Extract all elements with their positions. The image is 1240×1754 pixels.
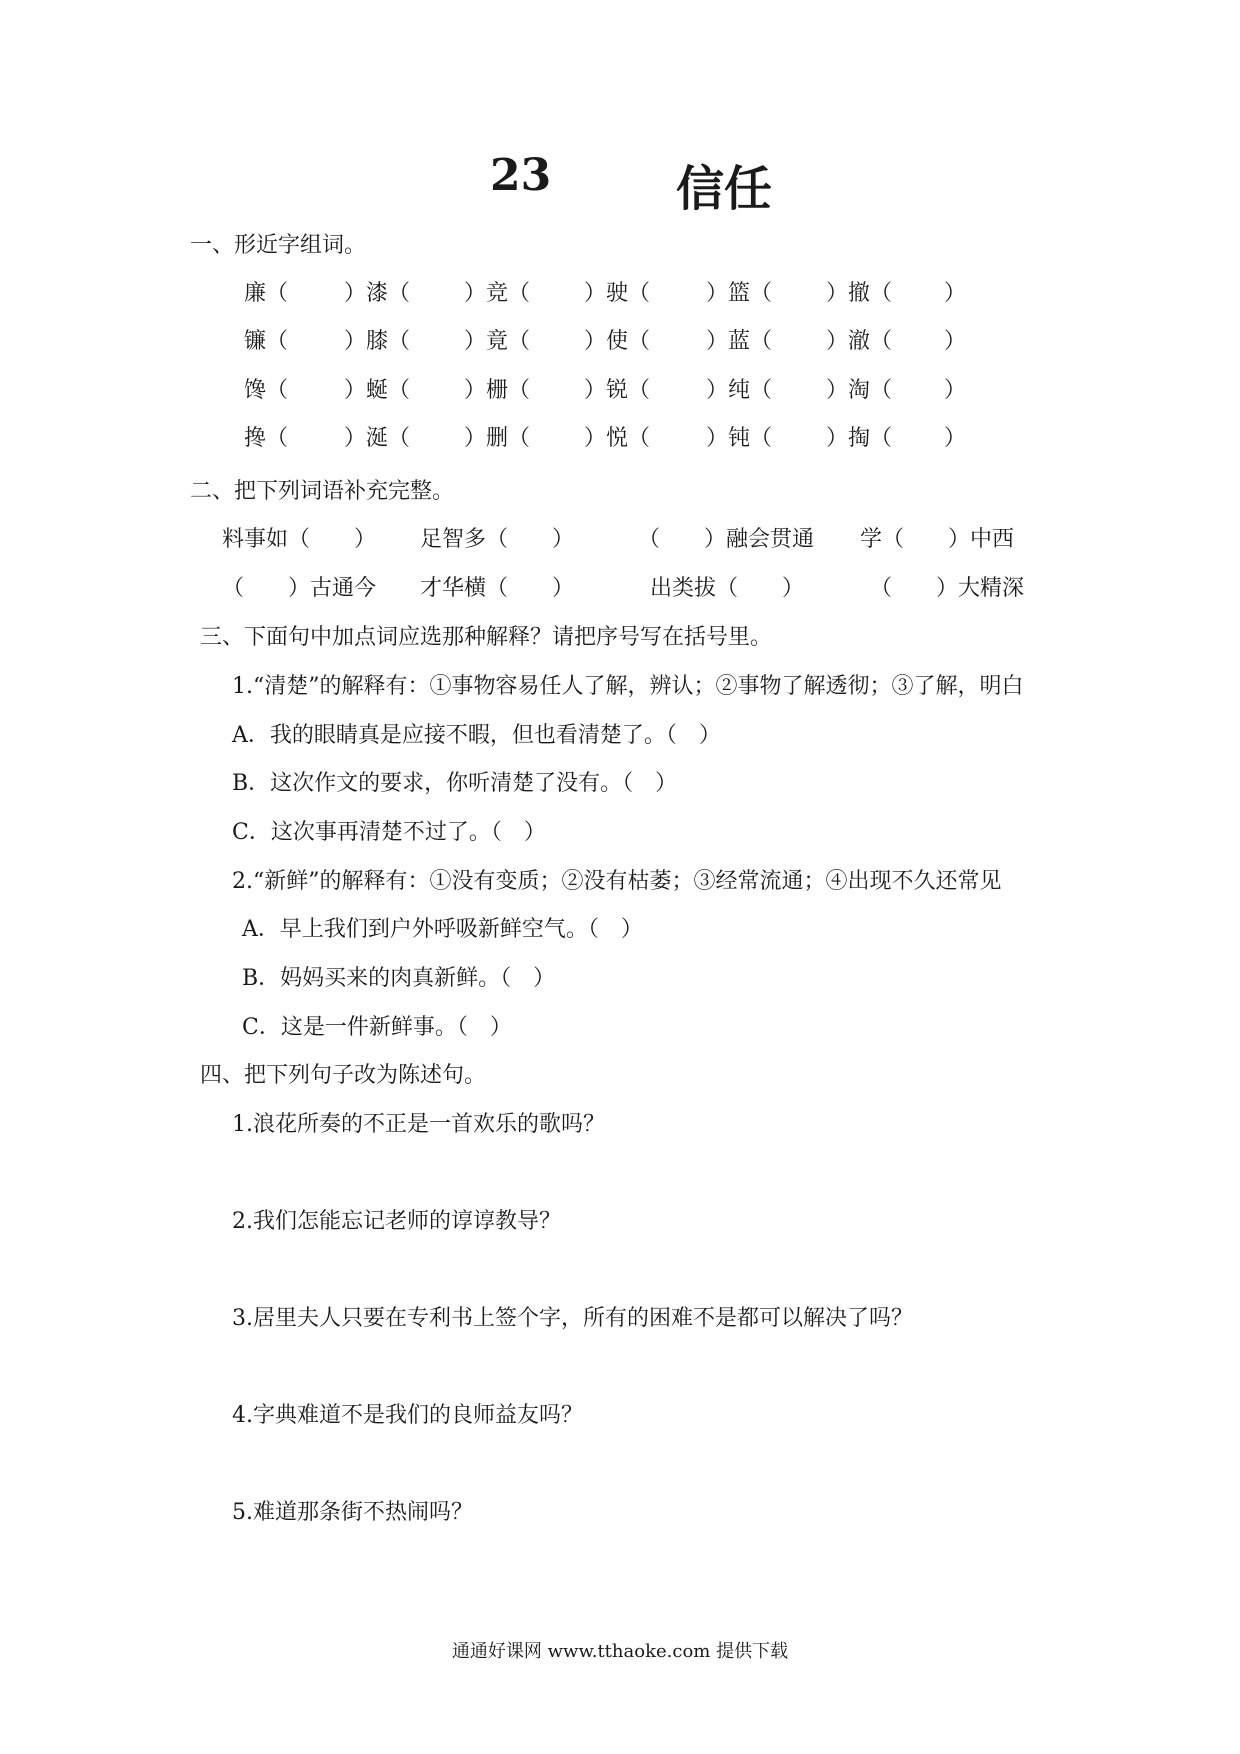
grid-cell: ）删（ — [464, 426, 531, 451]
grid-cell: ）撤（ — [826, 281, 893, 306]
rewrite-sentence: 1.浪花所奏的不正是一首欢乐的歌吗？ — [232, 1112, 605, 1137]
section-2-heading: 二、把下列词语补充完整。 — [190, 479, 455, 504]
grid-cell: ）膝（ — [344, 329, 411, 354]
question-2-option: C．这是一件新鲜事。（ ） — [242, 1015, 512, 1040]
grid-cell: ）漆（ — [344, 281, 411, 306]
grid-cell: ）驶（ — [584, 281, 651, 306]
lesson-number: 23 — [490, 150, 552, 201]
grid-cell: ）涎（ — [344, 426, 411, 451]
grid-cell: ）澈（ — [826, 329, 893, 354]
question-2: 2.“新鲜”的解释有：①没有变质；②没有枯萎；③经常流通；④出现不久还常见 — [232, 869, 1002, 894]
grid-cell: ）竟（ — [464, 329, 531, 354]
section-1-heading: 一、形近字组词。 — [190, 233, 367, 258]
grid-cell: ） — [944, 426, 967, 451]
idiom-item: 足智多（ ） — [420, 527, 575, 552]
grid-cell: ）纯（ — [706, 378, 773, 403]
idiom-item: 料事如（ ） — [222, 527, 377, 552]
grid-cell: 镰（ — [244, 329, 289, 354]
idiom-item: 出类拔（ ） — [650, 576, 805, 601]
rewrite-sentence: 4.字典难道不是我们的良师益友吗？ — [232, 1403, 583, 1428]
idiom-item: （ ）大精深 — [870, 576, 1025, 601]
question-1: 1.“清楚”的解释有：①事物容易任人了解，辨认；②事物了解透彻；③了解，明白 — [232, 674, 1024, 699]
grid-cell: ）钝（ — [706, 426, 773, 451]
idiom-item: （ ）古通今 — [222, 576, 377, 601]
grid-cell: ）悦（ — [584, 426, 651, 451]
grid-cell: 搀（ — [244, 426, 289, 451]
rewrite-sentence: 5.难道那条街不热闹吗？ — [232, 1500, 473, 1525]
question-1-option: A．我的眼睛真是应接不暇，但也看清楚了。（ ） — [232, 723, 721, 748]
grid-cell: ）使（ — [584, 329, 651, 354]
idiom-item: （ ）融会贯通 — [638, 527, 815, 552]
grid-cell: ） — [944, 281, 967, 306]
idiom-item: 学（ ）中西 — [860, 527, 1015, 552]
section-3-heading: 三、下面句中加点词应选那种解释？请把序号写在括号里。 — [200, 625, 773, 650]
grid-cell: 廉（ — [244, 281, 289, 306]
grid-cell: ） — [944, 378, 967, 403]
question-1-option: C．这次事再清楚不过了。（ ） — [232, 820, 546, 845]
page-footer: 通通好课网 www.tthaoke.com 提供下载 — [451, 1641, 789, 1662]
idiom-item: 才华横（ ） — [420, 576, 575, 601]
grid-cell: 馋（ — [244, 378, 289, 403]
grid-cell: ）竞（ — [464, 281, 531, 306]
grid-cell: ）栅（ — [464, 378, 531, 403]
grid-cell: ）蓝（ — [706, 329, 773, 354]
question-2-option: B．妈妈买来的肉真新鲜。（ ） — [242, 966, 556, 991]
grid-cell: ）锐（ — [584, 378, 651, 403]
grid-cell: ） — [944, 329, 967, 354]
grid-cell: ）篮（ — [706, 281, 773, 306]
grid-cell: ）蜒（ — [344, 378, 411, 403]
rewrite-sentence: 2.我们怎能忘记老师的谆谆教导？ — [232, 1209, 561, 1234]
grid-cell: ）淘（ — [826, 378, 893, 403]
lesson-title: 信任 — [676, 161, 773, 217]
question-2-option: A．早上我们到户外呼吸新鲜空气。（ ） — [242, 917, 643, 942]
question-1-option: B．这次作文的要求，你听清楚了没有。（ ） — [232, 771, 678, 796]
rewrite-sentence: 3.居里夫人只要在专利书上签个字，所有的困难不是都可以解决了吗？ — [232, 1306, 913, 1331]
grid-cell: ）掏（ — [826, 426, 893, 451]
section-4-heading: 四、把下列句子改为陈述句。 — [200, 1063, 487, 1088]
